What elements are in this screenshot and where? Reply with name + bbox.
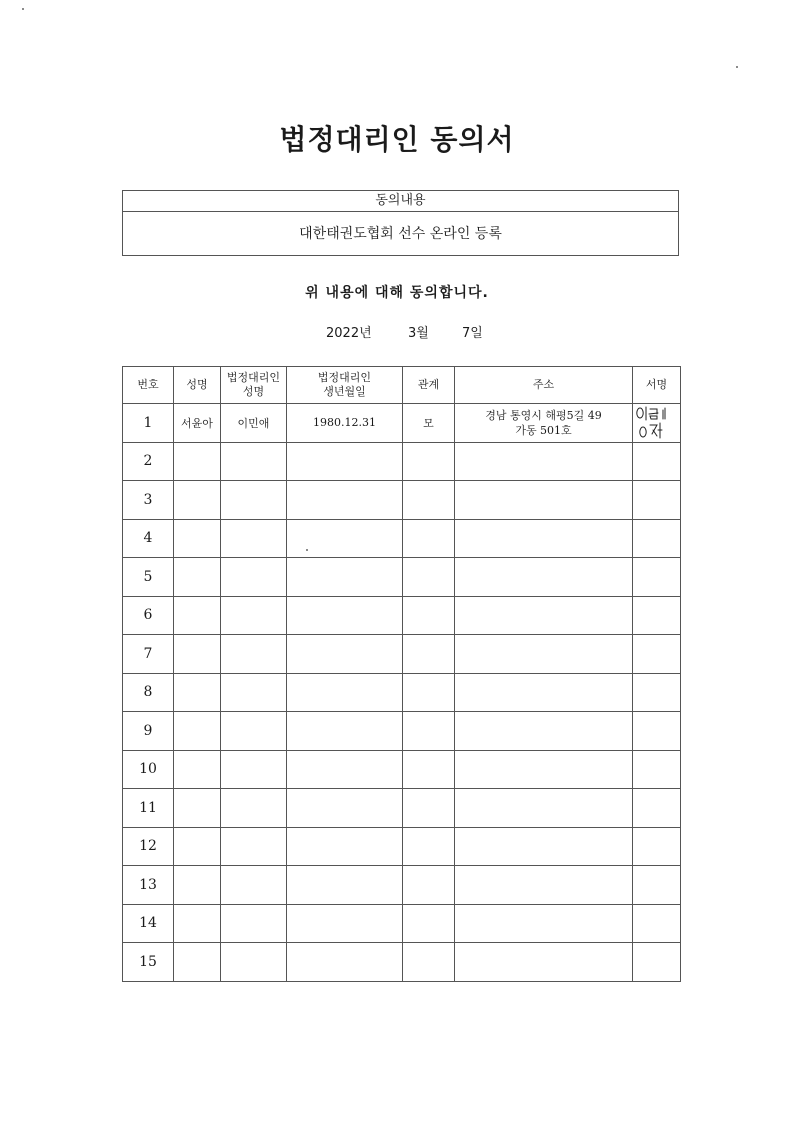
cell-number: 3	[123, 481, 174, 520]
header-relation: 관계	[403, 367, 455, 404]
cell-number: 9	[123, 712, 174, 751]
cell-guardian-birth	[287, 519, 403, 558]
cell-guardian-birth	[287, 827, 403, 866]
consent-box	[122, 190, 679, 256]
cell-guardian-name	[221, 827, 287, 866]
cell-relation	[403, 635, 455, 674]
cell-guardian-name	[221, 558, 287, 597]
table-row	[123, 519, 681, 558]
cell-relation	[403, 943, 455, 982]
cell-relation	[403, 750, 455, 789]
cell-address	[455, 904, 633, 943]
cell-guardian-birth	[287, 558, 403, 597]
cell-number: 12	[123, 827, 174, 866]
cell-signature	[633, 827, 681, 866]
document-title: 법정대리인 동의서	[279, 123, 515, 156]
guardian-table	[122, 366, 681, 982]
table-row	[123, 558, 681, 597]
cell-guardian-birth	[287, 904, 403, 943]
cell-signature	[633, 673, 681, 712]
scan-speck	[22, 8, 24, 10]
cell-guardian-name: 이민애	[221, 404, 287, 443]
cell-guardian-birth	[287, 750, 403, 789]
cell-signature	[633, 789, 681, 828]
cell-address	[455, 750, 633, 789]
cell-signature	[633, 866, 681, 905]
handwritten-signature	[633, 404, 681, 441]
table-row	[123, 481, 681, 520]
cell-number: 1	[123, 404, 174, 443]
cell-guardian-birth	[287, 789, 403, 828]
table-row	[123, 943, 681, 982]
cell-guardian-name	[221, 481, 287, 520]
scan-speck	[736, 66, 738, 68]
header-name: 성명	[174, 367, 221, 404]
cell-relation	[403, 789, 455, 828]
cell-name	[174, 789, 221, 828]
cell-guardian-birth	[287, 712, 403, 751]
cell-guardian-name	[221, 750, 287, 789]
table-row	[123, 827, 681, 866]
cell-name	[174, 635, 221, 674]
cell-signature	[633, 943, 681, 982]
cell-relation	[403, 596, 455, 635]
cell-guardian-name	[221, 904, 287, 943]
cell-guardian-birth: 1980.12.31	[287, 404, 403, 443]
cell-address	[455, 635, 633, 674]
cell-guardian-birth	[287, 943, 403, 982]
cell-name	[174, 866, 221, 905]
cell-address	[455, 558, 633, 597]
cell-signature	[633, 635, 681, 674]
cell-guardian-birth	[287, 481, 403, 520]
cell-address	[455, 596, 633, 635]
cell-guardian-birth	[287, 596, 403, 635]
table-row	[123, 712, 681, 751]
cell-name	[174, 904, 221, 943]
cell-signature	[633, 904, 681, 943]
consent-header: 동의내용	[123, 191, 678, 212]
cell-signature	[633, 442, 681, 481]
cell-address	[455, 827, 633, 866]
cell-relation	[403, 712, 455, 751]
cell-number: 15	[123, 943, 174, 982]
date-day: 7일	[462, 326, 483, 341]
cell-guardian-name	[221, 712, 287, 751]
cell-signature	[633, 596, 681, 635]
cell-relation	[403, 558, 455, 597]
header-number: 번호	[123, 367, 174, 404]
table-row	[123, 750, 681, 789]
cell-number: 4	[123, 519, 174, 558]
header-signature: 서명	[633, 367, 681, 404]
cell-address	[455, 673, 633, 712]
table-row	[123, 673, 681, 712]
cell-signature	[633, 519, 681, 558]
agreement-statement: 위 내용에 대해 동의합니다.	[305, 285, 489, 301]
cell-relation: 모	[403, 404, 455, 443]
cell-guardian-name	[221, 442, 287, 481]
date-line	[0, 322, 794, 342]
cell-address	[455, 943, 633, 982]
cell-number: 14	[123, 904, 174, 943]
cell-relation	[403, 904, 455, 943]
cell-guardian-name	[221, 866, 287, 905]
cell-address	[455, 789, 633, 828]
cell-number: 13	[123, 866, 174, 905]
table-row	[123, 904, 681, 943]
cell-guardian-name	[221, 519, 287, 558]
cell-number: 8	[123, 673, 174, 712]
cell-address: 경남 통영시 해평5길 49 가동 501호	[455, 404, 633, 443]
cell-guardian-birth	[287, 866, 403, 905]
cell-signature	[633, 558, 681, 597]
table-row	[123, 596, 681, 635]
cell-relation	[403, 481, 455, 520]
cell-relation	[403, 827, 455, 866]
cell-relation	[403, 519, 455, 558]
header-guardian-name: 법정대리인 성명	[221, 367, 287, 404]
cell-guardian-name	[221, 673, 287, 712]
cell-number: 7	[123, 635, 174, 674]
cell-relation	[403, 673, 455, 712]
date-year: 2022년	[326, 326, 372, 341]
cell-address	[455, 519, 633, 558]
cell-address	[455, 712, 633, 751]
cell-relation	[403, 442, 455, 481]
cell-name	[174, 673, 221, 712]
cell-guardian-name	[221, 596, 287, 635]
consent-content: 대한태권도협회 선수 온라인 등록	[299, 226, 502, 242]
header-guardian-birth: 법정대리인 생년월일	[287, 367, 403, 404]
cell-number: 6	[123, 596, 174, 635]
table-row	[123, 442, 681, 481]
table-row	[123, 789, 681, 828]
cell-guardian-birth	[287, 635, 403, 674]
cell-signature	[633, 750, 681, 789]
table-row	[123, 404, 681, 443]
cell-number: 10	[123, 750, 174, 789]
cell-address	[455, 481, 633, 520]
cell-name	[174, 442, 221, 481]
table-row	[123, 866, 681, 905]
table-row	[123, 635, 681, 674]
header-address: 주소	[455, 367, 633, 404]
cell-name	[174, 596, 221, 635]
cell-signature	[633, 481, 681, 520]
cell-name	[174, 519, 221, 558]
cell-guardian-name	[221, 789, 287, 828]
cell-number: 5	[123, 558, 174, 597]
cell-guardian-birth	[287, 442, 403, 481]
cell-name	[174, 558, 221, 597]
cell-guardian-name	[221, 943, 287, 982]
cell-relation	[403, 866, 455, 905]
cell-address	[455, 866, 633, 905]
cell-signature	[633, 712, 681, 751]
cell-name	[174, 943, 221, 982]
table-header-row	[123, 367, 681, 404]
cell-name	[174, 712, 221, 751]
cell-address	[455, 442, 633, 481]
cell-number: 11	[123, 789, 174, 828]
cell-guardian-name	[221, 635, 287, 674]
cell-guardian-birth	[287, 673, 403, 712]
cell-name	[174, 481, 221, 520]
cell-number: 2	[123, 442, 174, 481]
cell-name	[174, 827, 221, 866]
date-month: 3월	[408, 326, 429, 341]
cell-name	[174, 750, 221, 789]
cell-signature	[633, 404, 681, 443]
cell-name: 서윤아	[174, 404, 221, 443]
